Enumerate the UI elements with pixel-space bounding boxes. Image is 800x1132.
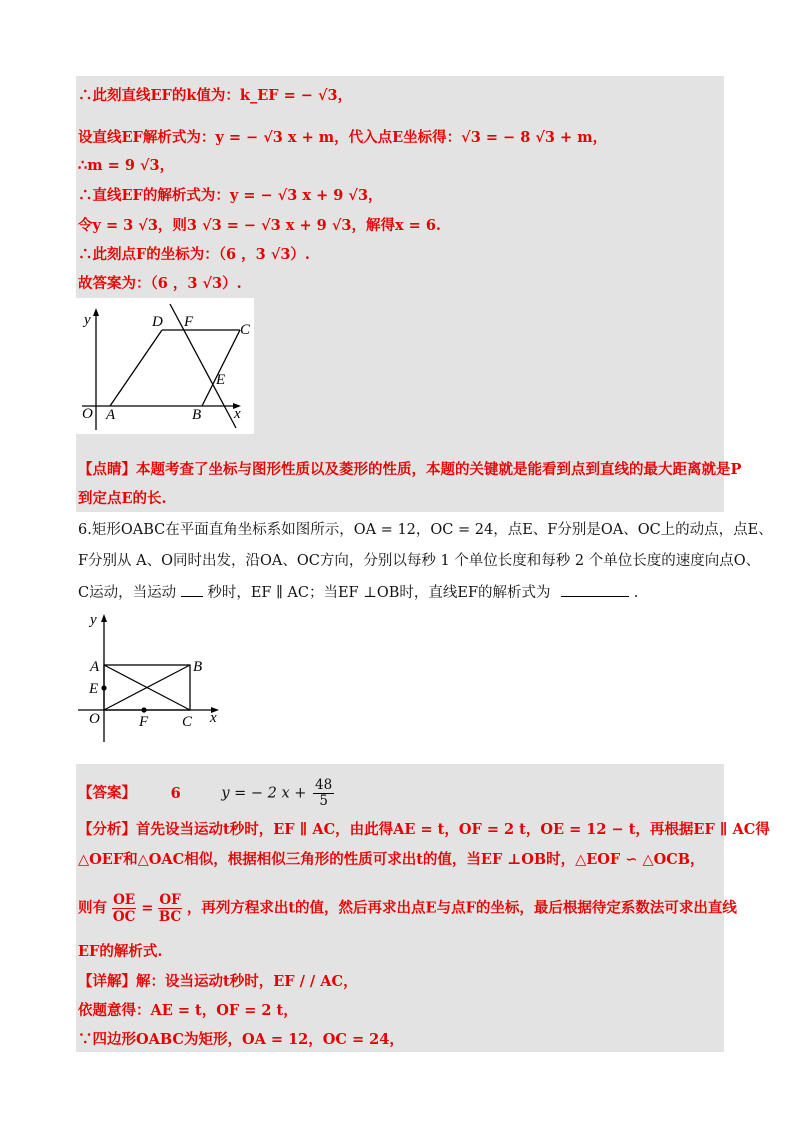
text-line: ∴此刻点F的坐标为：（6 ，3 √3）.	[78, 246, 310, 263]
analysis-line: 【分析】首先设当运动t秒时，EF ∥ AC，由此得AE = t，OF = 2 t，OE = 12 − t，再根据EF ∥ AC得	[78, 821, 770, 838]
point-E	[101, 685, 106, 690]
problem-line	[78, 583, 638, 603]
answer-blank-2	[561, 596, 629, 597]
problem-text: C运动，当运动	[78, 585, 177, 601]
text-line: 设直线EF解析式为：y = − √3 x + m，代入点E坐标得：√3 = − 8 √3 + m，	[78, 129, 608, 146]
analysis-line: △OEF和△OAC相似，根据相似三角形的性质可求出t的值，当EF ⊥OB时，△EOF ∽ △OCB，	[78, 851, 705, 868]
label-O: O	[89, 711, 100, 727]
problem-line: F分别从 A、O同时出发，沿OA、OC方向，分别以每秒 1 个单位长度和每秒 2 个单位长度的速度向点O、	[78, 553, 761, 569]
detail-line	[78, 1030, 404, 1050]
y-axis-arrow	[101, 614, 107, 622]
detail-line	[78, 1001, 298, 1021]
problem-text: 秒时，EF ∥ AC；当EF ⊥OB时，直线EF的解析式为	[207, 585, 551, 601]
ratio-denominator-1: OC	[112, 909, 136, 925]
label-x: x	[210, 710, 217, 726]
figure-rhombus-diagram	[76, 298, 254, 434]
problem-line: 6.矩形OABC在平面直角坐标系如图所示，OA = 12，OC = 24，点E、F分别是OA、OC上的动点，点E、	[78, 522, 773, 538]
label-C: C	[182, 714, 193, 730]
detail-text: ∵四边形OABC为矩形，OA = 12，OC = 24，	[78, 1031, 404, 1048]
answer-tag: 【答案】	[78, 784, 136, 802]
comment-line: 到定点E的长.	[78, 490, 167, 507]
label-A: A	[106, 407, 116, 423]
comment-line: 【点睛】本题考查了坐标与图形性质以及菱形的性质，本题的关键就是能看到点到直线的最大距离就是P	[78, 461, 742, 478]
problem-text: .	[633, 585, 639, 601]
text-line: ∴此刻直线EF的k值为：k_EF = − √3，	[78, 87, 353, 104]
label-x: x	[234, 406, 241, 422]
label-E: E	[89, 681, 99, 697]
equation-fraction	[313, 778, 334, 809]
ratio-equals: =	[141, 899, 154, 917]
detail-text: 依题意得：AE = t，OF = 2 t，	[78, 1002, 298, 1019]
equation-prefix: y = − 2 x +	[221, 785, 307, 802]
label-y: y	[84, 312, 91, 328]
label-C: C	[240, 322, 251, 338]
label-B: B	[192, 407, 202, 423]
figure-rectangle-diagram	[76, 604, 236, 744]
ratio-prefix: 则有	[78, 899, 107, 917]
detail-line: 【详解】解：设当运动t秒时，EF / / AC，	[78, 973, 358, 990]
label-F: F	[139, 714, 149, 730]
text-line: ∴直线EF的解析式为：y = − √3 x + 9 √3，	[78, 187, 383, 204]
text-line: ∴m = 9 √3，	[78, 157, 175, 174]
answer-equation	[221, 778, 334, 809]
ratio-numerator-2: OF	[159, 892, 181, 908]
label-F: F	[184, 314, 194, 330]
text-line: 故答案为：（6 ，3 √3）.	[78, 275, 242, 292]
text-line: 令y = 3 √3，则3 √3 = − √3 x + 9 √3，解得x = 6.	[78, 217, 441, 234]
answer-line	[78, 778, 334, 809]
analysis-line: EF的解析式.	[78, 943, 163, 960]
label-E: E	[216, 372, 226, 388]
fraction-numerator: 48	[315, 777, 333, 793]
label-A: A	[90, 659, 100, 675]
ratio-fraction-2	[158, 892, 181, 925]
label-D: D	[152, 314, 163, 330]
answer-value-seconds: 6	[170, 784, 181, 802]
label-B: B	[193, 659, 203, 675]
ratio-denominator-2: BC	[158, 909, 182, 925]
ratio-suffix: ，再列方程求出t的值，然后再求出点E与点F的坐标，最后根据待定系数法可求出直线	[186, 899, 737, 917]
analysis-ratio-line	[78, 892, 737, 925]
ratio-numerator-1: OE	[113, 892, 136, 908]
label-O: O	[82, 406, 93, 422]
ratio-fraction-1	[112, 892, 136, 925]
point-F	[141, 707, 146, 712]
answer-blank-1	[181, 596, 203, 597]
fraction-denominator: 5	[319, 793, 328, 809]
label-y: y	[90, 612, 97, 628]
